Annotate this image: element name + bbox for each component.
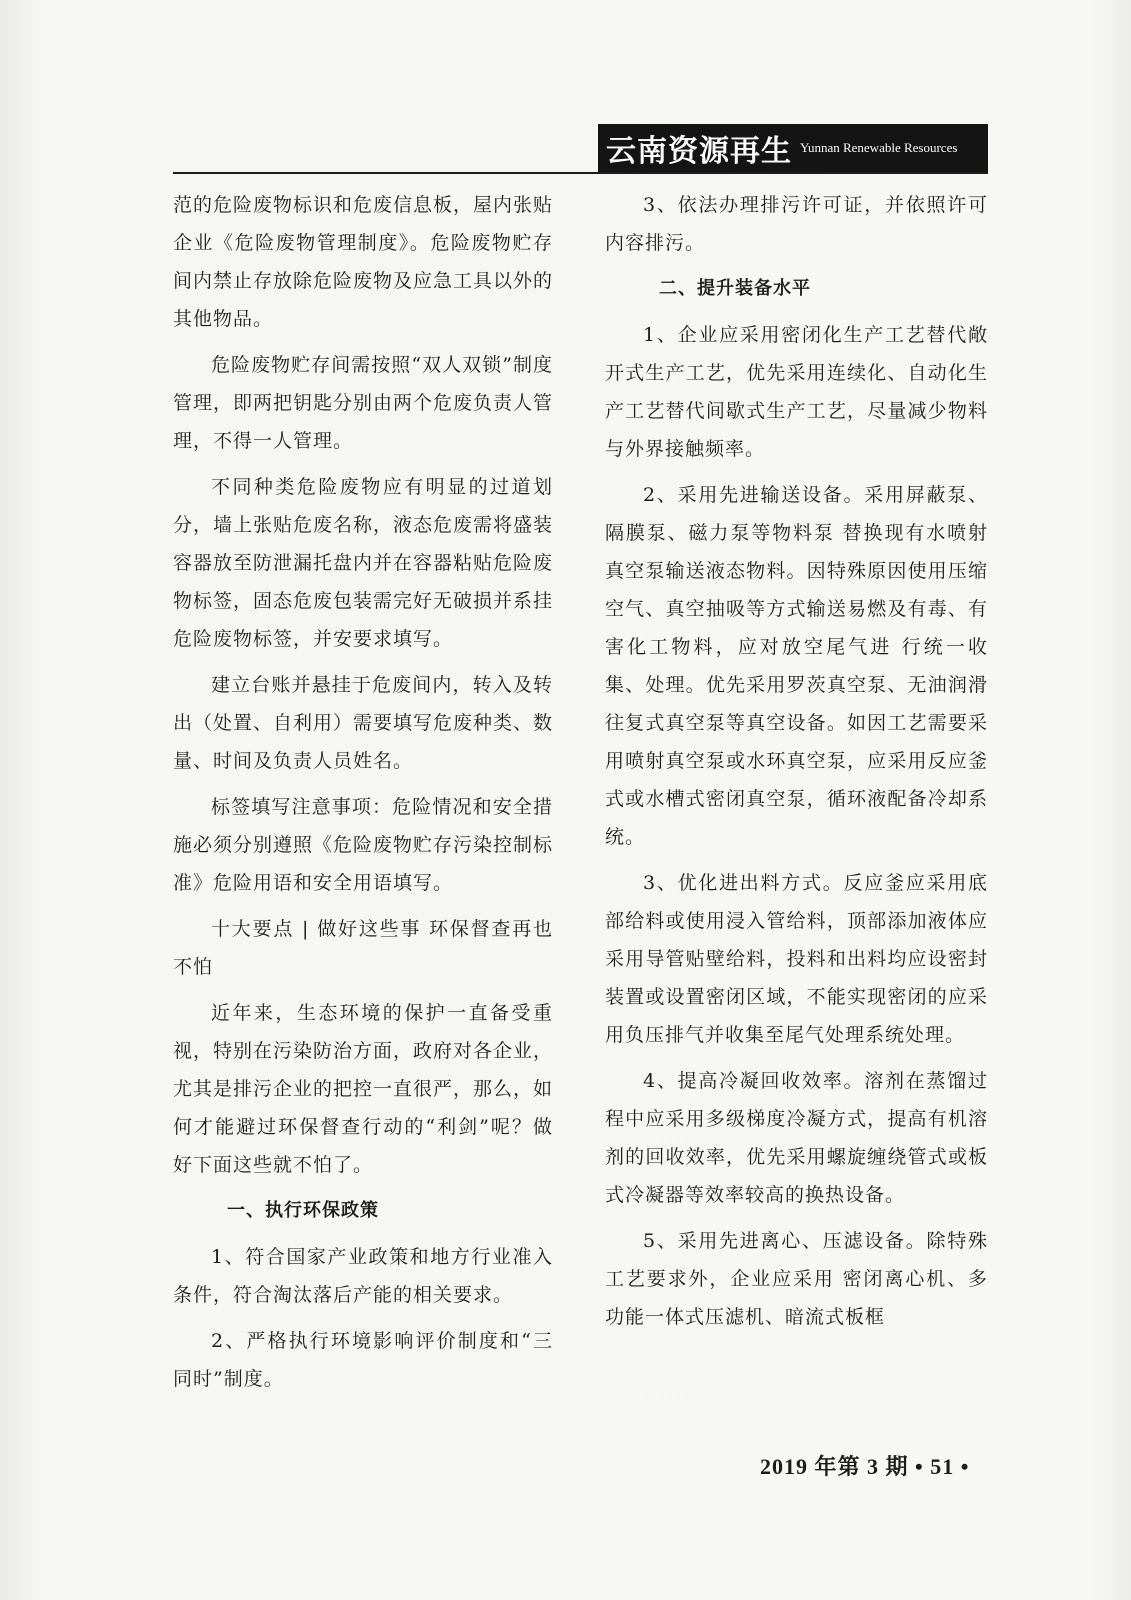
- page-footer-issue: 2019 年第 3 期 • 51 •: [760, 1454, 970, 1479]
- journal-title-cn: 云南资源再生: [606, 134, 792, 169]
- paragraph: 3、依法办理排污许可证，并依照许可内容排污。: [605, 194, 988, 254]
- journal-header-band: [598, 124, 988, 172]
- section-heading: 二、提升装备水平: [659, 278, 811, 299]
- right-column: [605, 186, 988, 1344]
- paragraph: 1、企业应采用密闭化生产工艺替代敞开式生产工艺，优先采用连续化、自动化生产工艺替代间歇式生产工艺，尽量减少物料与外界接触频率。: [605, 324, 988, 460]
- paragraph: 1、符合国家产业政策和地方行业准入条件，符合淘汰落后产能的相关要求。: [173, 1246, 553, 1306]
- paragraph: 标签填写注意事项：危险情况和安全措施必须分别遵照《危险废物贮存污染控制标准》危险用语和安全用语填写。: [173, 796, 554, 894]
- paragraph: 2、严格执行环境影响评价制度和“三同时”制度。: [173, 1330, 553, 1390]
- paragraph: 2、采用先进输送设备。采用屏蔽泵、隔膜泵、磁力泵等物料泵 替换现有水喷射真空泵输送液态物料。因特殊原因使用压缩空气、真空抽吸等方式输送易燃及有毒、有害化工物料，应对放空尾气进 行统一收集、处理。优先采用罗茨真空泵、无油润滑往复式真空泵等真空设备。如因工艺需要采用喷射真空泵或水环真空泵，应采用反应釜式或水槽式密闭真空泵，循环液配备冷却系统。: [605, 484, 988, 848]
- paragraph: 5、采用先进离心、压滤设备。除特殊工艺要求外，企业应采用 密闭离心机、多功能一体式压滤机、暗流式板框: [605, 1230, 988, 1328]
- left-column: [173, 186, 553, 1406]
- paragraph: 近年来，生态环境的保护一直备受重视，特别在污染防治方面，政府对各企业，尤其是排污企业的把控一直很严，那么，如何才能避过环保督查行动的“利剑”呢？做好下面这些就不怕了。: [173, 1002, 554, 1176]
- header-rule: [173, 172, 988, 174]
- article-title: 十大要点 | 做好这些事 环保督查再也不怕: [173, 918, 553, 978]
- paragraph: 危险废物贮存间需按照“双人双锁”制度管理，即两把钥匙分别由两个危废负责人管理，不得一人管理。: [173, 354, 554, 452]
- section-heading: 一、执行环保政策: [227, 1200, 379, 1221]
- paragraph: 建立台账并悬挂于危废间内，转入及转出（处置、自利用）需要填写危废种类、数量、时间及负责人员姓名。: [173, 674, 554, 772]
- paragraph: 3、优化进出料方式。反应釜应采用底部给料或使用浸入管给料，顶部添加液体应采用导管贴壁给料，投料和出料均应设密封装置或设置密闭区域，不能实现密闭的应采用负压排气并收集至尾气处理系统处理。: [605, 872, 988, 1046]
- paragraph: 不同种类危险废物应有明显的过道划分，墙上张贴危废名称，液态危废需将盛装容器放至防泄漏托盘内并在容器粘贴危险废物标签，固态危废包装需完好无破损并系挂危险废物标签，并安要求填写。: [173, 476, 554, 650]
- paragraph: 4、提高冷凝回收效率。溶剂在蒸馏过程中应采用多级梯度冷凝方式，提高有机溶剂的回收效率，优先采用螺旋缠绕管式或板式冷凝器等效率较高的换热设备。: [605, 1070, 988, 1206]
- paragraph: 范的危险废物标识和危废信息板，屋内张贴企业《危险废物管理制度》。危险废物贮存间内禁止存放除危险废物及应急工具以外的其他物品。: [173, 194, 554, 330]
- journal-title-en: Yunnan Renewable Resources: [800, 140, 958, 155]
